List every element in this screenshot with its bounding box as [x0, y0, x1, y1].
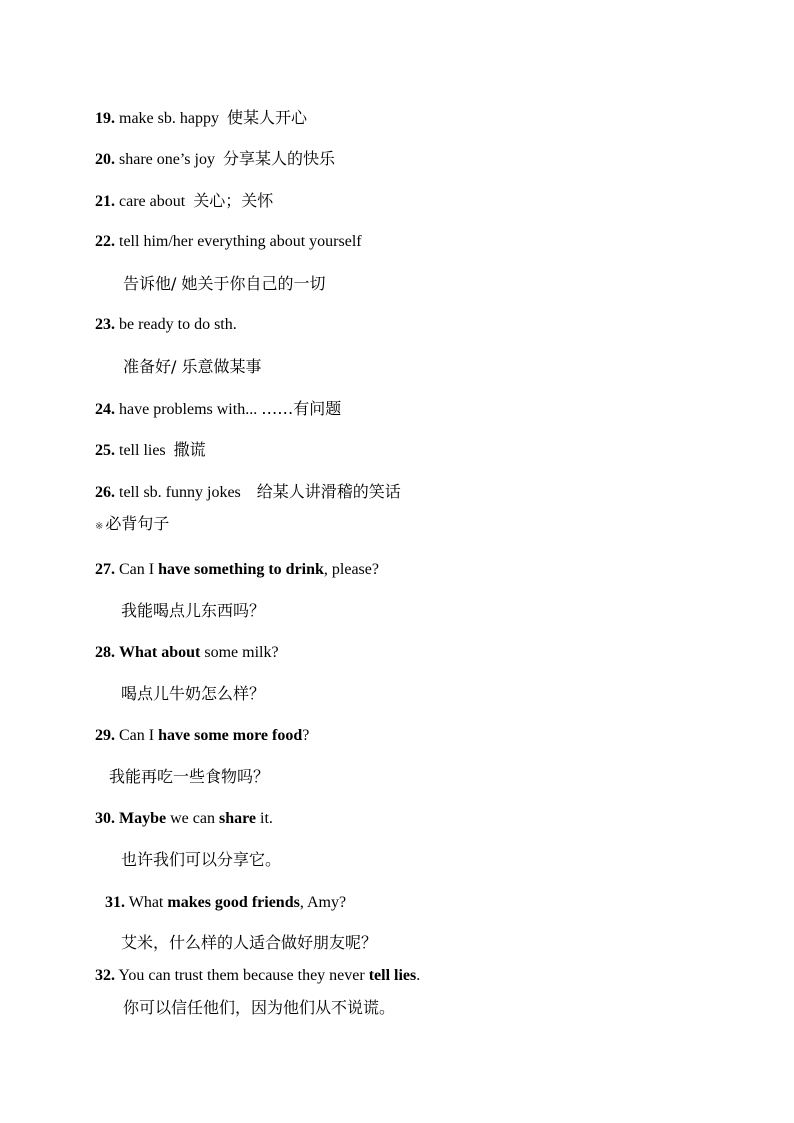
- sentence-30: [95, 809, 273, 829]
- item-23-chinese: 准备好/ 乐意做某事: [123, 357, 262, 376]
- item-english: be ready to do sth.: [119, 316, 237, 333]
- item-english: tell lies: [119, 442, 166, 459]
- item-chinese: 给某人讲滑稽的笑话: [256, 482, 401, 501]
- sentence-text: we can: [166, 810, 219, 827]
- item-english: tell him/her everything about yourself: [119, 233, 362, 250]
- item-number: 25.: [95, 442, 115, 459]
- item-number: 23.: [95, 316, 115, 333]
- item-english: make sb. happy: [119, 110, 219, 127]
- sentence-keyphrase: tell lies: [368, 967, 417, 984]
- sentence-keyphrase: What about: [119, 644, 201, 661]
- section-heading: [95, 514, 169, 537]
- section-title: 必背句子: [105, 514, 170, 533]
- item-chinese: 关心；关怀: [193, 191, 274, 210]
- item-english: care about: [119, 193, 186, 210]
- item-english: have problems with...: [119, 401, 258, 418]
- sentence-32: [95, 966, 420, 986]
- sentence-28: [95, 643, 279, 663]
- sentence-28-chinese: 喝点儿牛奶怎么样？: [121, 684, 266, 703]
- item-23: [95, 315, 237, 335]
- item-number: 19.: [95, 110, 115, 127]
- sentence-keyphrase: makes good friends: [167, 894, 300, 911]
- item-22-chinese: 告诉他/ 她关于你自己的一切: [123, 274, 326, 293]
- sentence-text: Can I: [119, 727, 159, 744]
- sentence-number: 28.: [95, 644, 115, 661]
- item-english: share one’s joy: [119, 151, 215, 168]
- item-20: [95, 149, 335, 170]
- sentence-text: Can I: [119, 561, 159, 578]
- sentence-number: 32.: [95, 967, 115, 984]
- sentence-number: 27.: [95, 561, 115, 578]
- item-21: [95, 191, 273, 212]
- sentence-keyphrase: share: [218, 810, 257, 827]
- item-english: tell sb. funny jokes: [119, 484, 241, 501]
- sentence-text: ?: [302, 727, 310, 744]
- item-number: 22.: [95, 233, 115, 250]
- item-chinese: ……有问题: [261, 399, 342, 418]
- sentence-text: You can trust them because they never: [118, 967, 369, 984]
- item-19: [95, 108, 307, 129]
- item-chinese: 撒谎: [173, 440, 206, 459]
- sentence-31-chinese: 艾米，什么样的人适合做好朋友呢？: [121, 933, 378, 952]
- item-number: 21.: [95, 193, 115, 210]
- item-26: [95, 482, 401, 503]
- item-number: 24.: [95, 401, 115, 418]
- sentence-27: [95, 560, 379, 580]
- sentence-30-chinese: 也许我们可以分享它。: [121, 850, 282, 869]
- item-number: 26.: [95, 484, 115, 501]
- item-24: [95, 399, 341, 420]
- sentence-text: , please?: [323, 561, 379, 578]
- sentence-29: [95, 726, 309, 746]
- sentence-text: some milk?: [200, 644, 279, 661]
- star-mark-icon: ※: [95, 521, 104, 532]
- item-25: [95, 440, 206, 461]
- sentence-29-chinese: 我能再吃一些食物吗？: [109, 767, 270, 786]
- sentence-32-chinese: 你可以信任他们，因为他们从不说谎。: [123, 998, 396, 1017]
- sentence-number: 31.: [105, 894, 125, 911]
- sentence-text: , Amy?: [299, 894, 347, 911]
- item-chinese: 使某人开心: [226, 108, 307, 127]
- sentence-text: What: [128, 894, 168, 911]
- sentence-text: it.: [256, 810, 273, 827]
- sentence-keyphrase: have some more food: [158, 727, 303, 744]
- sentence-keyphrase: Maybe: [119, 810, 167, 827]
- sentence-number: 29.: [95, 727, 115, 744]
- item-number: 20.: [95, 151, 115, 168]
- item-chinese: 分享某人的快乐: [222, 149, 335, 168]
- sentence-text: .: [416, 967, 421, 984]
- sentence-27-chinese: 我能喝点儿东西吗？: [121, 601, 266, 620]
- item-22: [95, 232, 362, 252]
- sentence-number: 30.: [95, 810, 115, 827]
- sentence-31: [105, 893, 346, 913]
- sentence-keyphrase: have something to drink: [158, 561, 324, 578]
